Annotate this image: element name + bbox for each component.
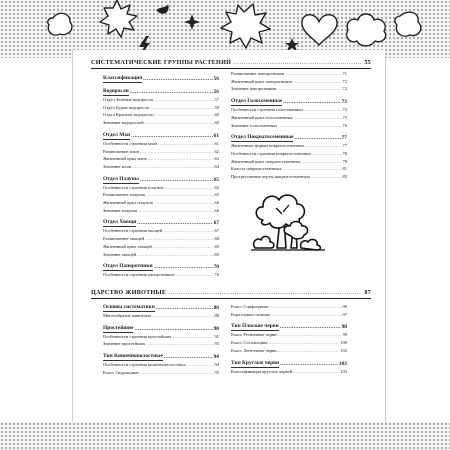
toc-entry-title: Особенности строения простейших	[103, 333, 172, 339]
tree-illustration	[249, 190, 327, 252]
dot-leader	[140, 176, 213, 184]
toc-entry	[103, 361, 219, 369]
toc-entry-title: Коралловые полипы	[231, 311, 271, 317]
leaf-icon	[156, 4, 169, 14]
sparkle-icon	[184, 14, 200, 30]
toc-page	[72, 50, 386, 422]
section-page: 55	[364, 59, 371, 66]
toc-entry	[103, 369, 219, 377]
dot-leader	[155, 111, 214, 119]
toc-entry-title: Класс Гидроидные	[103, 369, 140, 375]
toc-entry-title: Классы покрытосеменных	[231, 166, 282, 172]
dot-leader	[278, 122, 341, 130]
toc-entry-page: 81	[342, 166, 347, 172]
toc-entry-page: 60	[214, 120, 219, 126]
toc-entry	[231, 142, 347, 150]
toc-entry	[103, 184, 219, 192]
toc-entry-title: Отдел Голосеменные	[231, 98, 283, 105]
dot-leader	[269, 339, 340, 347]
dot-leader	[131, 132, 212, 140]
section-title-text: ЦАРСТВО ЖИВОТНЫЕ	[91, 289, 167, 296]
dot-leader	[283, 98, 340, 106]
toc-entry	[103, 155, 219, 163]
dot-leader	[154, 96, 214, 104]
toc-entry-page: 98	[341, 324, 347, 331]
toc-entry-title: Особенности строения покрытосеменных	[231, 150, 312, 156]
toc-entry-page: 56	[213, 76, 219, 82]
toc-heading-entry	[231, 133, 347, 142]
toc-entry-title: Основы систематики	[103, 304, 155, 310]
toc-entry-title: Водоросли	[103, 88, 129, 94]
toc-entry-page: 66	[214, 200, 219, 206]
blob-left-icon	[48, 13, 72, 35]
dot-leader	[280, 360, 338, 368]
toc-heading-entry	[231, 359, 347, 368]
section-title-text: СИСТЕМАТИЧЕСКИЕ ГРУППЫ РАСТЕНИЙ	[91, 59, 232, 66]
toc-entry	[103, 148, 219, 156]
dot-leader	[140, 369, 213, 377]
toc-entry	[103, 191, 219, 199]
toc-entry-page: 85	[342, 174, 347, 180]
toc-heading-entry	[103, 175, 219, 184]
toc-entry	[231, 122, 347, 130]
dot-leader	[140, 148, 214, 156]
toc-entry-page: 69	[214, 251, 219, 257]
toc-entry	[103, 340, 219, 348]
toc-entry	[103, 235, 219, 243]
toc-entry-title: Значение папоротников	[231, 86, 277, 92]
toc-entry-page: 69	[214, 243, 219, 249]
toc-entry	[103, 111, 219, 119]
toc-entry-title: Тип Круглые черви	[231, 359, 280, 366]
toc-entry	[103, 96, 219, 104]
toc-entry-page: 93	[214, 341, 219, 347]
toc-entry	[103, 207, 219, 215]
toc-entry-title: Отдел Папоротники	[103, 263, 153, 270]
toc-entry-title: Особенности строения плаунов	[103, 184, 164, 190]
blob-right-icon	[395, 12, 421, 36]
dot-leader	[302, 158, 342, 166]
dot-leader	[187, 361, 214, 369]
toc-entry-page: 73	[341, 99, 347, 106]
toc-column-animals-right	[231, 303, 347, 375]
toc-entry-title: Отдел Зелёные водоросли	[103, 97, 153, 102]
toc-entry	[103, 251, 219, 259]
dot-leader	[143, 75, 212, 83]
toc-entry	[231, 347, 347, 355]
toc-entry-page: 99	[342, 332, 347, 338]
dot-leader	[305, 142, 341, 150]
toc-entry-title: Значение простейших	[103, 341, 146, 347]
toc-entry-title: Жизненный цикл хвощей	[103, 243, 152, 249]
toc-entry-page: 65	[213, 176, 219, 183]
toc-entry-page: 66	[214, 207, 219, 213]
dot-leader	[277, 85, 341, 93]
toc-entry-title: Размножение плаунов	[103, 192, 146, 198]
dot-leader	[294, 114, 342, 122]
toc-entry-title: Жизненные формы покрытосеменных	[231, 143, 305, 149]
toc-entry-page: 73	[342, 107, 347, 113]
toc-column-plants-left	[103, 74, 219, 279]
section-title-plants	[91, 59, 371, 69]
heart-icon	[302, 15, 337, 45]
toc-entry-title: Особенности строения кишечнополостных	[103, 362, 186, 368]
dot-leader	[278, 347, 340, 355]
toc-entry	[103, 243, 219, 251]
toc-entry-page: 78	[342, 150, 347, 156]
toc-entry-title: Отдел Покрытосеменные	[231, 134, 294, 141]
toc-entry-page: 63	[214, 156, 219, 162]
toc-entry-page: 72	[342, 78, 347, 84]
toc-entry-title: Особенности строения хвощей	[103, 228, 163, 234]
toc-entry	[231, 85, 347, 93]
toc-heading-entry	[103, 262, 219, 271]
toc-entry-title: Класс Ресничные черви	[231, 332, 277, 338]
toc-entry	[231, 368, 347, 376]
toc-heading-entry	[103, 218, 219, 227]
toc-entry	[231, 165, 347, 173]
toc-entry-title: Отдел Плауны	[103, 175, 139, 182]
toc-entry	[103, 199, 219, 207]
toc-entry-page: 88	[213, 305, 219, 311]
toc-entry-title: Жизненный цикл мхов	[103, 156, 147, 162]
toc-entry-title: Жизненный цикл папоротников	[231, 78, 292, 84]
toc-entry	[231, 331, 347, 339]
toc-entry	[103, 271, 219, 279]
dot-leader	[132, 163, 214, 171]
dot-leader	[311, 173, 342, 181]
toc-heading-entry	[103, 324, 219, 333]
toc-entry-title: Особенности строения мхов	[103, 140, 158, 146]
toc-heading-entry	[103, 352, 219, 361]
toc-entry-title: Особенности строения голосеменных	[231, 107, 304, 113]
toc-entry-page: 67	[214, 228, 219, 234]
toc-entry	[103, 333, 219, 341]
toc-heading-entry	[103, 303, 219, 312]
burst-center-icon	[221, 4, 270, 48]
toc-entry-page: 77	[341, 135, 347, 142]
toc-entry-title: Размножение мхов	[103, 148, 139, 154]
toc-entry-title: Значение мхов	[103, 163, 131, 169]
toc-entry-title: Тип Кишечнополостные	[103, 353, 163, 360]
toc-heading-entry	[103, 87, 219, 96]
toc-entry-page: 62	[214, 148, 219, 154]
toc-entry	[231, 114, 347, 122]
dot-leader	[154, 199, 214, 207]
toc-entry	[103, 140, 219, 148]
toc-entry-title: Значение хвощей	[103, 251, 137, 257]
dot-leader	[146, 340, 213, 348]
dot-leader	[305, 106, 342, 114]
toc-entry-page: 90	[213, 325, 219, 332]
toc-entry-page: 67	[213, 220, 219, 227]
toc-heading-entry	[103, 74, 219, 83]
dot-leader	[145, 119, 214, 127]
dot-leader	[173, 333, 214, 341]
toc-entry	[231, 173, 347, 181]
toc-entry-title: Отдел Мхи	[103, 131, 131, 138]
dot-leader	[164, 184, 213, 192]
toc-entry-page: 60	[214, 112, 219, 118]
toc-entry-page: 76	[342, 122, 347, 128]
section-title-animals	[91, 289, 371, 299]
toc-heading-entry	[103, 131, 219, 140]
dot-leader	[283, 165, 342, 173]
dot-leader	[146, 191, 213, 199]
toc-entry-title: Класс Ленточные черви	[231, 347, 277, 353]
dot-leader	[130, 88, 213, 96]
toc-entry-title: Класс Сосальщики	[231, 340, 268, 346]
dot-leader	[285, 70, 341, 78]
toc-entry-title: Значение голосеменных	[231, 122, 278, 128]
toc-entry-page: 61	[213, 132, 219, 139]
dot-leader	[158, 140, 213, 148]
toc-entry-page: 103	[340, 368, 347, 374]
toc-entry	[231, 78, 347, 86]
toc-heading-entry	[231, 322, 347, 331]
toc-entry-title: Значение водорослей	[103, 120, 144, 126]
dot-leader	[137, 251, 213, 259]
dot-leader	[152, 312, 213, 320]
toc-entry-page: 88	[214, 313, 219, 318]
toc-entry	[103, 227, 219, 235]
dot-leader	[148, 155, 214, 163]
toc-entry-title: Простейшие	[103, 324, 134, 331]
toc-entry-title: Жизненный цикл голосеменных	[231, 114, 293, 120]
toc-entry-page: 96	[342, 304, 347, 309]
toc-entry-page: 75	[342, 114, 347, 120]
toc-entry-title: Жизненный цикл плаунов	[103, 200, 153, 206]
toc-entry-title: Особенности строения папоротников	[103, 272, 175, 278]
toc-entry-title: Многообразие животных	[103, 313, 152, 318]
dot-leader	[150, 104, 214, 112]
toc-entry	[231, 70, 347, 78]
toc-entry-page: 59	[214, 104, 219, 110]
dot-leader	[145, 235, 213, 243]
dot-leader	[293, 368, 339, 376]
dot-leader	[154, 263, 213, 271]
toc-entry-title: Класс Сцифоидные	[231, 304, 269, 309]
toc-entry-title: Классификация круглых червей	[231, 368, 293, 374]
toc-entry-page: 70	[214, 272, 219, 278]
toc-entry-page: 91	[214, 333, 219, 339]
dot-leader	[164, 353, 213, 361]
halftone-bottom-band	[0, 422, 450, 450]
toc-entry-title: Жизненный цикл покрытосеменных	[231, 158, 301, 164]
toc-entry-page: 97	[342, 311, 347, 317]
toc-entry	[103, 119, 219, 127]
toc-entry-title: Значение плаунов	[103, 207, 138, 213]
toc-entry-page: 64	[214, 163, 219, 169]
toc-entry	[231, 339, 347, 347]
toc-entry-page: 72	[342, 86, 347, 92]
toc-entry	[103, 104, 219, 112]
toc-entry-title: Размножение хвощей	[103, 236, 145, 242]
dot-leader	[271, 311, 341, 319]
dot-leader	[138, 207, 213, 215]
dot-leader	[137, 219, 212, 227]
section-page: 87	[364, 289, 371, 296]
toc-entry-page: 94	[213, 354, 219, 361]
toc-entry	[231, 303, 347, 311]
toc-entry-page: 79	[342, 158, 347, 164]
toc-entry	[103, 312, 219, 320]
dot-leader	[293, 78, 342, 86]
toc-entry-page: 61	[214, 140, 219, 146]
dot-leader	[269, 303, 341, 311]
toc-entry-title: Отдел Бурые водоросли	[103, 104, 149, 110]
toc-entry-page: 56	[213, 89, 219, 95]
toc-entry-title: Отдел Хвощи	[103, 219, 137, 226]
toc-entry-page: 57	[214, 97, 219, 102]
toc-entry-page: 68	[214, 236, 219, 242]
toc-entry	[231, 158, 347, 166]
toc-entry	[231, 106, 347, 114]
dot-leader	[278, 331, 342, 339]
toc-entry-title: Прогрессивные черты покрытосеменных	[231, 174, 310, 180]
dot-leader	[153, 243, 214, 251]
burst-left-icon	[100, 0, 137, 37]
toc-column-plants-right	[231, 70, 347, 181]
dot-leader	[280, 323, 341, 331]
toc-entry-page: 65	[214, 192, 219, 198]
toc-entry-title: Размножение папоротников	[231, 71, 285, 76]
toc-entry-title: Отдел Красные водоросли	[103, 112, 154, 118]
toc-entry-page: 103	[338, 360, 347, 367]
toc-entry	[231, 150, 347, 158]
dot-leader	[312, 150, 341, 158]
dot-leader	[176, 271, 214, 279]
toc-entry	[103, 163, 219, 171]
toc-entry-page: 77	[342, 143, 347, 149]
toc-entry-page: 94	[214, 362, 219, 368]
toc-column-animals-left	[103, 303, 219, 377]
dot-leader	[134, 325, 212, 333]
dot-leader	[156, 304, 213, 312]
dot-leader	[294, 134, 340, 142]
toc-entry-page: 102	[340, 347, 347, 353]
toc-entry-page: 65	[214, 184, 219, 190]
toc-entry	[231, 311, 347, 319]
toc-entry-title: Классификация	[103, 75, 143, 81]
toc-entry-page: 70	[213, 264, 219, 271]
toc-entry-page: 100	[340, 340, 347, 346]
toc-entry-page: 95	[214, 369, 219, 375]
toc-heading-entry	[231, 97, 347, 106]
toc-entry-page: 71	[342, 71, 347, 76]
toc-entry-title: Тип Плоские черви	[231, 323, 279, 330]
dot-leader	[163, 227, 213, 235]
cloud-icon	[347, 14, 386, 46]
